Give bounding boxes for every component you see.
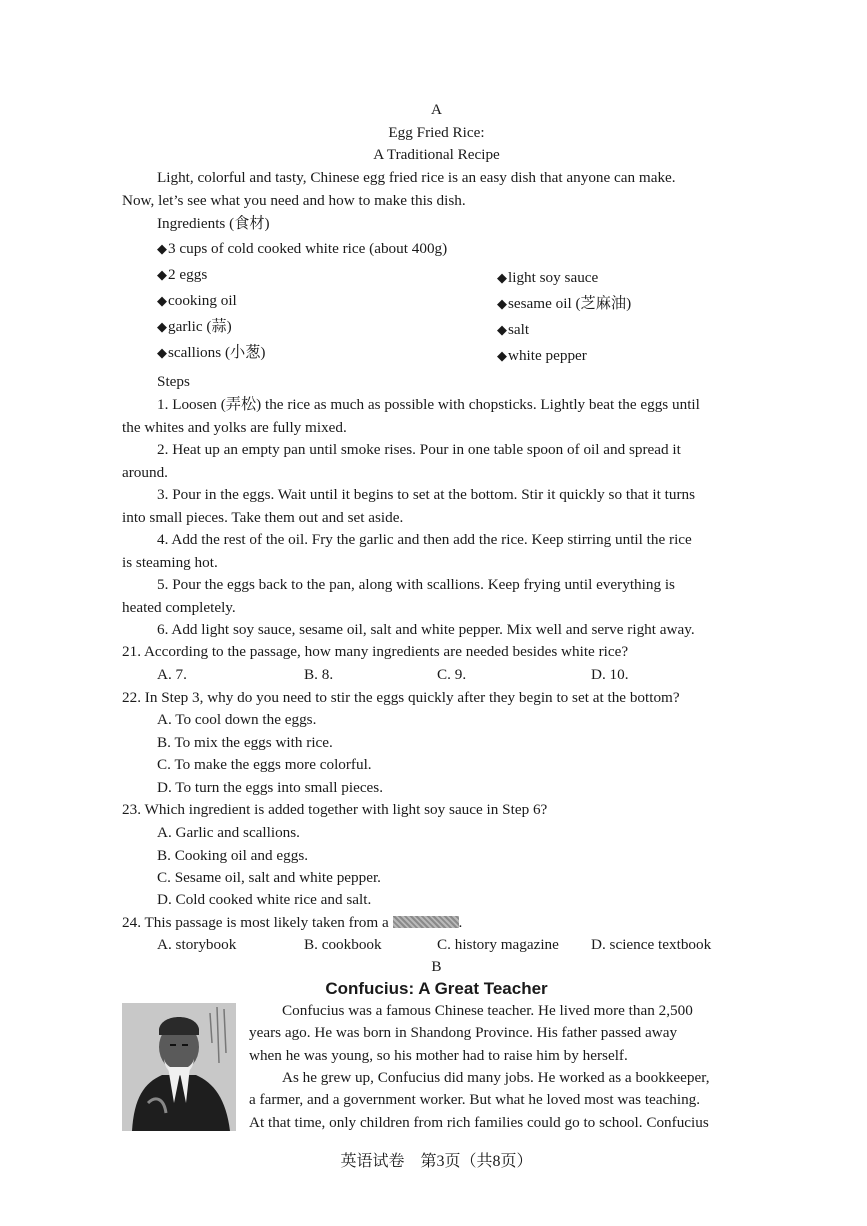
q24-stem-end: .	[458, 914, 463, 931]
confucius-portrait-image	[122, 1003, 236, 1131]
ingredient-right-2: ◆ sesame oil (芝麻油)	[497, 294, 631, 314]
q23-option-d: D. Cold cooked white rice and salt.	[157, 891, 372, 908]
recipe-title: Egg Fried Rice:	[388, 124, 485, 141]
step-line: 5. Pour the eggs back to the pan, along with scallions. Keep frying until everything is	[157, 576, 675, 593]
page-footer: 英语试卷 第3页（共8页）	[340, 1153, 533, 1170]
recipe-subtitle: A Traditional Recipe	[373, 146, 500, 163]
ingredients-heading: Ingredients (食材)	[157, 215, 270, 232]
confucius-line: Confucius was a famous Chinese teacher. He lived more than 2,500	[282, 1002, 693, 1019]
step-line: 4. Add the rest of the oil. Fry the garlic and then add the rice. Keep stirring until the rice	[157, 531, 692, 548]
ingredient-main: ◆ 3 cups of cold cooked white rice (about 400g)	[157, 239, 447, 259]
passage-b-label: B	[431, 958, 442, 975]
question-22: 22. In Step 3, why do you need to stir the eggs quickly after they begin to set at the bottom?	[122, 689, 680, 706]
confucius-line: when he was young, so his mother had to raise him by herself.	[249, 1047, 628, 1064]
q21-option-d: D. 10.	[591, 666, 629, 683]
q22-option-a: A. To cool down the eggs.	[157, 711, 317, 728]
q21-option-a: A. 7.	[157, 666, 187, 683]
step-line: 3. Pour in the eggs. Wait until it begins to set at the bottom. Stir it quickly so that it turns	[157, 486, 696, 503]
steps-heading: Steps	[157, 373, 190, 390]
question-23: 23. Which ingredient is added together with light soy sauce in Step 6?	[122, 801, 548, 818]
ingredient-left-4: ◆ scallions (小葱)	[157, 343, 265, 363]
confucius-line: years ago. He was born in Shandong Province. His father passed away	[249, 1024, 678, 1041]
confucius-title: Confucius: A Great Teacher	[325, 979, 548, 998]
step-line: 2. Heat up an empty pan until smoke rises. Pour in one table spoon of oil and spread it	[157, 441, 681, 458]
intro-line-1: Light, colorful and tasty, Chinese egg fried rice is an easy dish that anyone can make.	[157, 169, 676, 186]
step-line: around.	[122, 464, 168, 481]
q24-option-a: A. storybook	[157, 936, 237, 953]
q22-option-c: C. To make the eggs more colorful.	[157, 756, 372, 773]
step-line: 1. Loosen (弄松) the rice as much as possible with chopsticks. Lightly beat the eggs until	[157, 396, 700, 413]
q23-option-b: B. Cooking oil and eggs.	[157, 847, 309, 864]
q24-stem: 24. This passage is most likely taken from a	[122, 914, 389, 931]
q24-option-b: B. cookbook	[304, 936, 382, 953]
step-line: is steaming hot.	[122, 554, 218, 571]
q23-option-c: C. Sesame oil, salt and white pepper.	[157, 869, 381, 886]
confucius-line: As he grew up, Confucius did many jobs. He worked as a bookkeeper,	[282, 1069, 710, 1086]
intro-line-2: Now, let’s see what you need and how to make this dish.	[122, 192, 466, 209]
answer-blank	[393, 916, 459, 928]
q22-option-b: B. To mix the eggs with rice.	[157, 734, 333, 751]
q23-option-a: A. Garlic and scallions.	[157, 824, 300, 841]
question-24	[122, 913, 462, 933]
step-line: the whites and yolks are fully mixed.	[122, 419, 347, 436]
ingredient-left-1: ◆ 2 eggs	[157, 265, 207, 285]
q24-option-c: C. history magazine	[437, 936, 559, 953]
confucius-line: a farmer, and a government worker. But what he loved most was teaching.	[249, 1091, 701, 1108]
q24-option-d: D. science textbook	[591, 936, 712, 953]
ingredient-right-3: ◆ salt	[497, 320, 529, 340]
ingredient-right-1: ◆ light soy sauce	[497, 268, 598, 288]
confucius-line: At that time, only children from rich families could go to school. Confucius	[249, 1114, 709, 1131]
step-line: into small pieces. Take them out and set aside.	[122, 509, 404, 526]
step-line: 6. Add light soy sauce, sesame oil, salt and white pepper. Mix well and serve right away.	[157, 621, 695, 638]
question-21: 21. According to the passage, how many ingredients are needed besides white rice?	[122, 643, 629, 660]
q22-option-d: D. To turn the eggs into small pieces.	[157, 779, 384, 796]
ingredient-right-4: ◆ white pepper	[497, 346, 587, 366]
step-line: heated completely.	[122, 599, 236, 616]
passage-a-label: A	[431, 101, 442, 118]
ingredient-left-2: ◆ cooking oil	[157, 291, 237, 311]
ingredient-left-3: ◆ garlic (蒜)	[157, 317, 232, 337]
q21-option-c: C. 9.	[437, 666, 467, 683]
q21-option-b: B. 8.	[304, 666, 334, 683]
